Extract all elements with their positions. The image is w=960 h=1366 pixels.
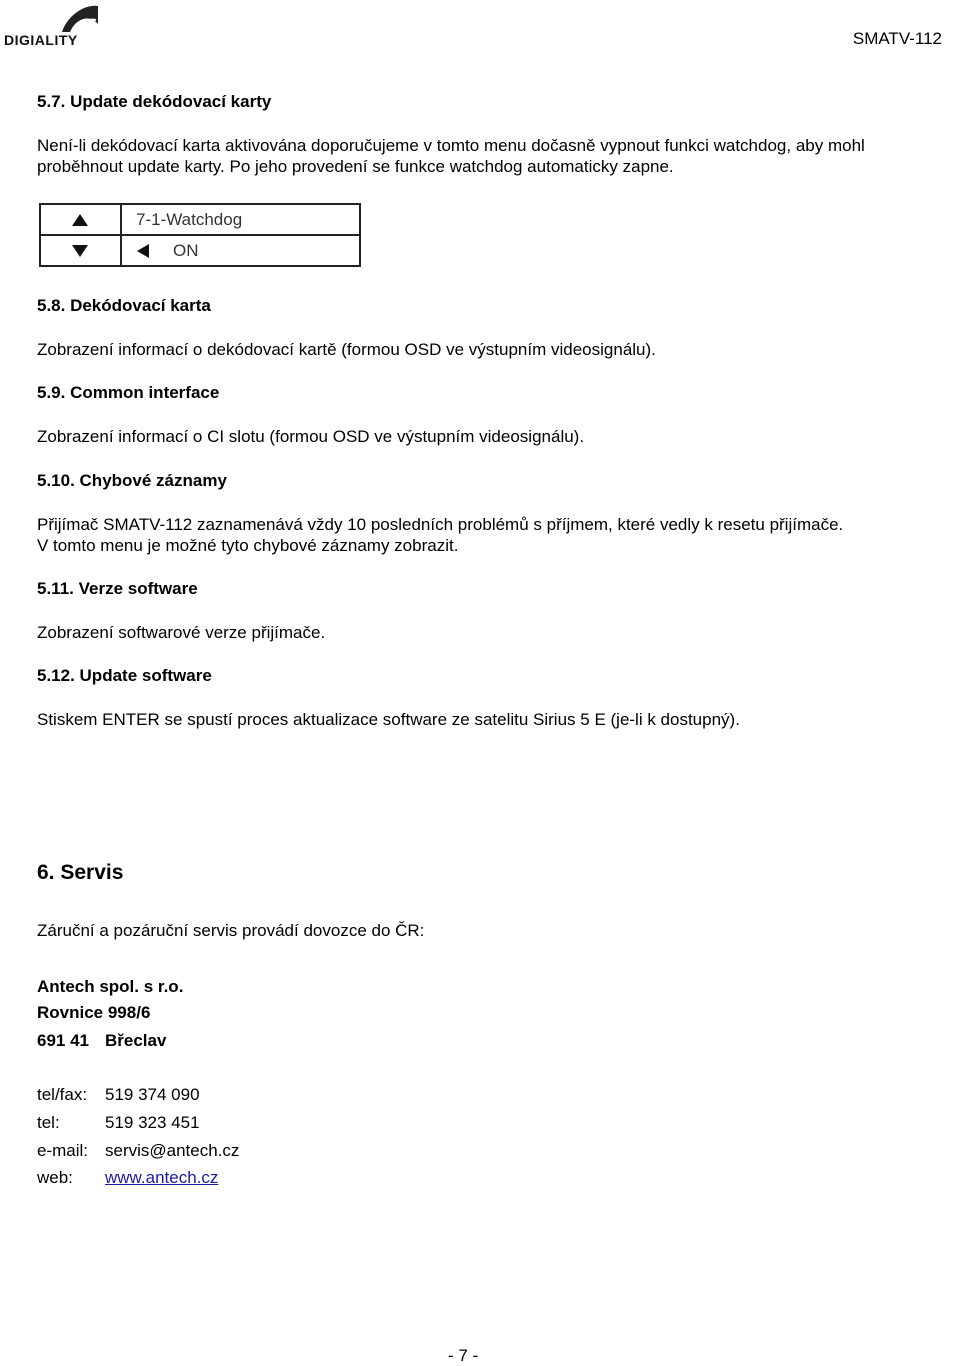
company-city: Břeclav bbox=[105, 1031, 167, 1050]
arrow-up-icon bbox=[72, 214, 88, 226]
company-name: Antech spol. s r.o. bbox=[37, 977, 184, 996]
section-5-12-text: Stiskem ENTER se spustí proces aktualizace software ze satelitu Sirius 5 E (je-li k dostupný). bbox=[37, 710, 740, 729]
contact-value-telfax: 519 374 090 bbox=[105, 1085, 200, 1104]
arrow-down-icon bbox=[72, 245, 88, 257]
arrow-left-icon bbox=[137, 244, 149, 258]
company-zip: 691 41 bbox=[37, 1031, 89, 1050]
osd-menu-watchdog bbox=[39, 203, 361, 267]
contact-label-web: web: bbox=[37, 1168, 73, 1187]
model-name: SMATV-112 bbox=[852, 29, 942, 48]
section-5-11-text: Zobrazení softwarové verze přijímače. bbox=[37, 623, 326, 642]
contact-value-email: servis@antech.cz bbox=[105, 1141, 240, 1160]
section-5-10-title: 5.10. Chybové záznamy bbox=[37, 471, 227, 490]
section-5-10-text-line1: Přijímač SMATV-112 zaznamenává vždy 10 posledních problémů s příjmem, které vedly k resetu přijímače. bbox=[37, 515, 844, 534]
section-5-11-title: 5.11. Verze software bbox=[37, 579, 198, 598]
logo-text: DIGIALITY bbox=[4, 32, 78, 48]
company-street: Rovnice 998/6 bbox=[37, 1003, 151, 1022]
osd-menu-value: ON bbox=[173, 241, 199, 260]
section-5-12-title: 5.12. Update software bbox=[37, 666, 212, 685]
section-5-7-text-line1: Není-li dekódovací karta aktivována doporučujeme v tomto menu dočasně vypnout funkci watchdog, aby mohl bbox=[37, 136, 865, 155]
section-5-7-title: 5.7. Update dekódovací karty bbox=[37, 92, 272, 111]
web-link[interactable]: www.antech.cz bbox=[105, 1168, 219, 1187]
digiality-logo bbox=[4, 2, 100, 48]
section-5-10-text-line2: V tomto menu je možné tyto chybové záznamy zobrazit. bbox=[37, 536, 459, 555]
servis-intro: Záruční a pozáruční servis provádí dovozce do ČR: bbox=[37, 921, 425, 940]
section-5-8-title: 5.8. Dekódovací karta bbox=[37, 296, 211, 315]
section-5-9-title: 5.9. Common interface bbox=[37, 383, 220, 402]
page-number: - 7 - bbox=[448, 1346, 479, 1365]
contact-value-tel: 519 323 451 bbox=[105, 1113, 200, 1132]
contact-label-email: e-mail: bbox=[37, 1141, 89, 1160]
contact-label-telfax: tel/fax: bbox=[37, 1085, 88, 1104]
section-5-8-text: Zobrazení informací o dekódovací kartě (formou OSD ve výstupním videosignálu). bbox=[37, 340, 656, 359]
osd-menu-title: 7-1-Watchdog bbox=[136, 210, 243, 229]
contact-label-tel: tel: bbox=[37, 1113, 60, 1132]
section-5-7-text-line2: proběhnout update karty. Po jeho provedení se funkce watchdog automaticky zapne. bbox=[37, 157, 674, 176]
section-5-9-text: Zobrazení informací o CI slotu (formou OSD ve výstupním videosignálu). bbox=[37, 427, 585, 446]
servis-title: 6. Servis bbox=[37, 861, 124, 884]
